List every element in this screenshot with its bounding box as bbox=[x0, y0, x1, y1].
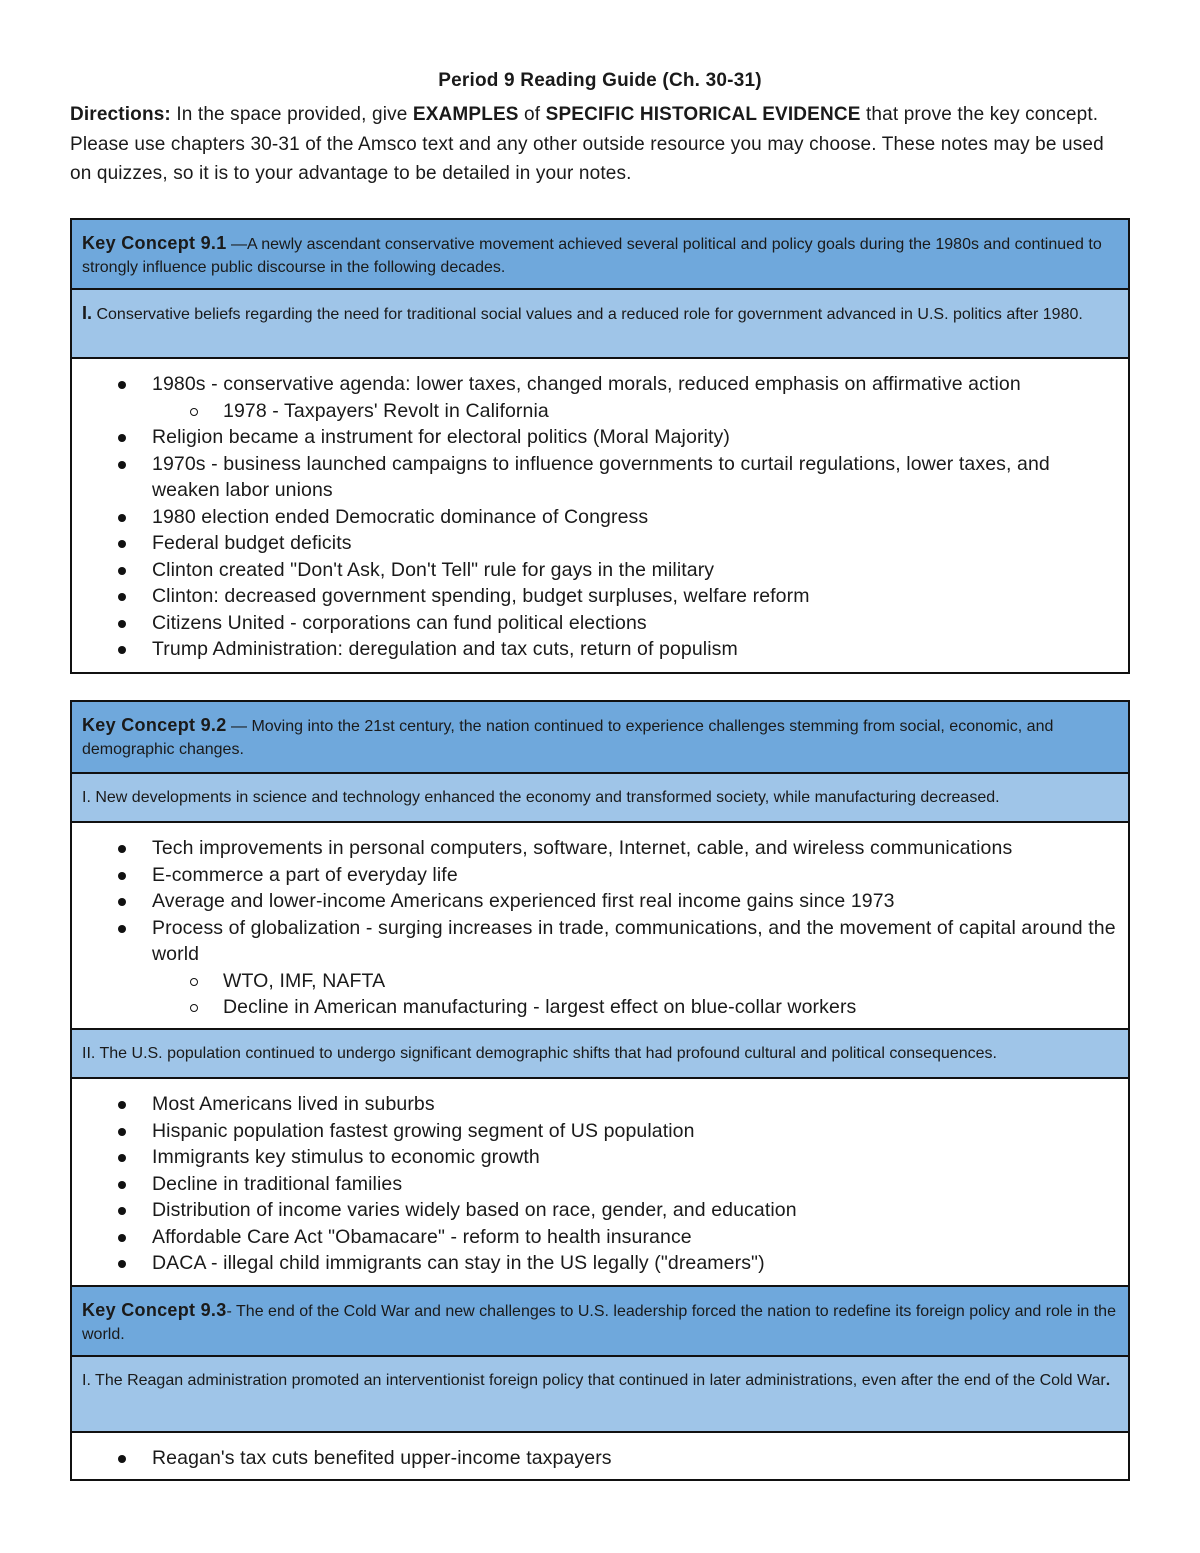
hollow-bullet-icon bbox=[190, 1004, 198, 1012]
subconcept-period: . bbox=[1105, 1372, 1111, 1389]
list-item: Decline in traditional families bbox=[82, 1171, 1118, 1198]
list-item: 1980s - conservative agenda: lower taxes, changed morals, reduced emphasis on affirmative action bbox=[82, 371, 1118, 398]
key-concept-9-1-header bbox=[72, 220, 1128, 288]
key-concept-9-3-header bbox=[72, 1285, 1128, 1355]
list-item: 1978 - Taxpayers' Revolt in California bbox=[82, 398, 1118, 425]
list-item: Clinton: decreased government spending, budget surpluses, welfare reform bbox=[82, 583, 1118, 610]
hollow-bullet-icon bbox=[190, 978, 198, 986]
kc1-notes bbox=[72, 357, 1128, 672]
kc2-notes-2 bbox=[72, 1077, 1128, 1285]
kc1-subconcept-1 bbox=[72, 288, 1128, 357]
bullet-icon bbox=[118, 381, 126, 389]
bullet-icon bbox=[118, 514, 126, 522]
list-item: Decline in American manufacturing - largest effect on blue-collar workers bbox=[82, 994, 1118, 1021]
kc3-notes bbox=[72, 1431, 1128, 1479]
key-concept-9-2-table bbox=[70, 700, 1130, 1481]
notes-list bbox=[82, 835, 1118, 1021]
list-item: Tech improvements in personal computers, software, Internet, cable, and wireless communications bbox=[82, 835, 1118, 862]
list-item: 1980 election ended Democratic dominance of Congress bbox=[82, 504, 1118, 531]
bullet-icon bbox=[118, 1181, 126, 1189]
bullet-icon bbox=[118, 1154, 126, 1162]
bullet-icon bbox=[118, 1455, 126, 1463]
examples-emphasis: EXAMPLES bbox=[412, 104, 519, 125]
directions-part-3: that prove the key concept. Please use chapters 30-31 of the Amsco text and any other outside resource you may choose. These notes may be used on quizzes, so it is to your advantage to be detailed in your notes. bbox=[70, 104, 1104, 184]
evidence-emphasis: SPECIFIC HISTORICAL EVIDENCE bbox=[545, 104, 861, 125]
directions-part-1: In the space provided, give bbox=[170, 104, 413, 125]
roman-numeral: I. bbox=[82, 303, 93, 323]
key-concept-text: —A newly ascendant conservative movement achieved several political and policy goals during the 1980s and continued to strongly influence public discourse in the following decades. bbox=[82, 236, 1102, 276]
bullet-icon bbox=[118, 1128, 126, 1136]
bullet-icon bbox=[118, 1234, 126, 1242]
key-concept-label: Key Concept 9.1 bbox=[82, 233, 227, 253]
bullet-icon bbox=[118, 872, 126, 880]
list-item: Distribution of income varies widely based on race, gender, and education bbox=[82, 1197, 1118, 1224]
bullet-icon bbox=[118, 434, 126, 442]
key-concept-9-2-header bbox=[72, 702, 1128, 772]
kc2-subconcept-1 bbox=[72, 772, 1128, 821]
bullet-icon bbox=[118, 593, 126, 601]
bullet-icon bbox=[118, 845, 126, 853]
bullet-icon bbox=[118, 646, 126, 654]
key-concept-label: Key Concept 9.3 bbox=[82, 1300, 227, 1320]
directions bbox=[70, 100, 1130, 189]
list-item: 1970s - business launched campaigns to influence governments to curtail regulations, lower taxes, and weaken labor unions bbox=[82, 451, 1118, 504]
list-item: Trump Administration: deregulation and tax cuts, return of populism bbox=[82, 636, 1118, 663]
list-item: Process of globalization - surging increases in trade, communications, and the movement of capital around the world bbox=[82, 915, 1118, 968]
list-item: Religion became a instrument for electoral politics (Moral Majority) bbox=[82, 424, 1118, 451]
notes-list bbox=[82, 1445, 1118, 1472]
list-item: WTO, IMF, NAFTA bbox=[82, 968, 1118, 995]
list-item: Most Americans lived in suburbs bbox=[82, 1091, 1118, 1118]
notes-list bbox=[82, 371, 1118, 663]
list-item: Hispanic population fastest growing segment of US population bbox=[82, 1118, 1118, 1145]
subconcept-text: Conservative beliefs regarding the need for traditional social values and a reduced role for government advanced in U.S. politics after 1980. bbox=[92, 306, 1083, 323]
key-concept-label: Key Concept 9.2 bbox=[82, 715, 227, 735]
bullet-icon bbox=[118, 1101, 126, 1109]
kc3-subconcept-1 bbox=[72, 1355, 1128, 1431]
list-item: Immigrants key stimulus to economic growth bbox=[82, 1144, 1118, 1171]
bullet-icon bbox=[118, 461, 126, 469]
list-item: Clinton created "Don't Ask, Don't Tell" rule for gays in the military bbox=[82, 557, 1118, 584]
key-concept-text: - The end of the Cold War and new challenges to U.S. leadership forced the nation to redefine its foreign policy and role in the world. bbox=[82, 1303, 1116, 1343]
directions-part-2: of bbox=[518, 104, 546, 125]
bullet-icon bbox=[118, 925, 126, 933]
bullet-icon bbox=[118, 1207, 126, 1215]
bullet-icon bbox=[118, 1260, 126, 1268]
bullet-icon bbox=[118, 540, 126, 548]
page-title: Period 9 Reading Guide (Ch. 30-31) bbox=[438, 70, 762, 91]
list-item: Federal budget deficits bbox=[82, 530, 1118, 557]
key-concept-9-1-table bbox=[70, 218, 1130, 674]
subconcept-text: I. New developments in science and technology enhanced the economy and transformed society, while manufacturing decreased. bbox=[82, 789, 1000, 806]
notes-list bbox=[82, 1091, 1118, 1277]
kc2-subconcept-2 bbox=[72, 1028, 1128, 1077]
list-item: E-commerce a part of everyday life bbox=[82, 862, 1118, 889]
list-item: Affordable Care Act "Obamacare" - reform to health insurance bbox=[82, 1224, 1118, 1251]
key-concept-text: — Moving into the 21st century, the nation continued to experience challenges stemming from social, economic, and demographic changes. bbox=[82, 718, 1054, 758]
kc2-notes-1 bbox=[72, 821, 1128, 1028]
subconcept-text: I. The Reagan administration promoted an interventionist foreign policy that continued in later administrations, even after the end of the Cold War bbox=[82, 1372, 1106, 1389]
directions-label: Directions: bbox=[70, 104, 171, 125]
bullet-icon bbox=[118, 898, 126, 906]
list-item: Reagan's tax cuts benefited upper-income taxpayers bbox=[82, 1445, 1118, 1472]
bullet-icon bbox=[118, 620, 126, 628]
list-item: Average and lower-income Americans experienced first real income gains since 1973 bbox=[82, 888, 1118, 915]
bullet-icon bbox=[118, 567, 126, 575]
hollow-bullet-icon bbox=[190, 408, 198, 416]
list-item: DACA - illegal child immigrants can stay in the US legally ("dreamers") bbox=[82, 1250, 1118, 1277]
list-item: Citizens United - corporations can fund political elections bbox=[82, 610, 1118, 637]
subconcept-text: II. The U.S. population continued to undergo significant demographic shifts that had profound cultural and political consequences. bbox=[82, 1045, 997, 1062]
